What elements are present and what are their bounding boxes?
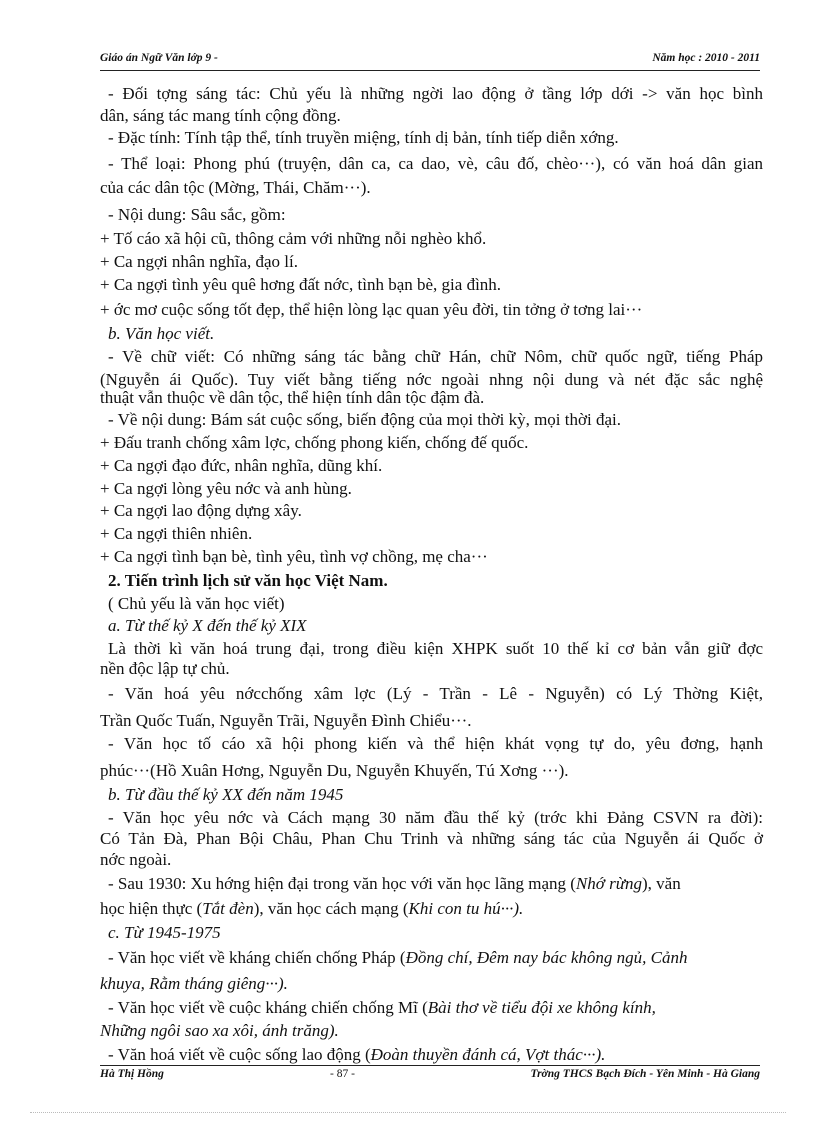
text-line: + Tố cáo xã hội cũ, thông cảm với những nỗi nghèo khổ. [100,229,487,248]
text-line: Những ngôi sao xa xôi, ánh trăng). [100,1021,339,1040]
page-bottom-edge [30,1112,786,1113]
text-line: của các dân tộc (Mờng, Thái, Chăm···). [100,178,371,197]
text-span: ), văn học cách mạng ( [253,899,409,918]
text-span: ), văn [641,874,681,893]
footer-school: Trờng THCS Bạch Đích - Yên Minh - Hà Giang [530,1068,760,1080]
text-line: + Ca ngợi thiên nhiên. [100,524,253,543]
page-footer [100,1068,760,1086]
work-title: Tắt đèn [202,899,254,918]
text-line: + ớc mơ cuộc sống tốt đẹp, thể hiện lòng lạc quan yêu đời, tin tởng ở tơng lai··· [100,300,643,319]
text-line: + Ca ngợi đạo đức, nhân nghĩa, dũng khí. [100,456,383,475]
header-divider [100,70,760,71]
text-line [100,997,763,1019]
text-line [100,873,763,895]
section-heading: b. Từ đầu thế kỷ XX đến năm 1945 [108,785,344,804]
text-line: + Ca ngợi lao động dựng xây. [100,501,302,520]
section-heading: b. Văn học viết. [108,324,215,343]
text-line: - Nội dung: Sâu sắc, gồm: [108,205,286,224]
header-right: Năm học : 2010 - 2011 [652,52,760,64]
footer-author: Hà Thị Hồng [100,1068,164,1080]
section-heading: a. Từ thế kỷ X đến thế kỷ XIX [108,616,307,635]
text-line: - Về chữ viết: Có những sáng tác bằng chữ Hán, chữ Nôm, chữ quốc ngữ, tiếng Pháp [108,347,763,366]
text-line: - Đối tợng sáng tác: Chủ yếu là những ngời lao động ở tầng lớp dới -> văn học bình [108,84,763,103]
text-span: - Văn hoá viết về cuộc sống lao động ( [108,1045,371,1064]
text-line: - Văn học tố cáo xã hội phong kiến và thể hiện khát vọng tự do, yêu đơng, hạnh [108,734,763,753]
work-title: Đoàn thuyền đánh cá, Vợt thác···). [370,1045,606,1064]
work-title: Nhớ rừng [575,874,642,893]
text-line: + Đấu tranh chống xâm lợc, chống phong kiến, chống đế quốc. [100,433,529,452]
text-line: - Đặc tính: Tính tập thể, tính truyền miệng, tính dị bản, tính tiếp diễn xớng. [108,128,619,147]
text-span: - Văn học viết về kháng chiến chống Pháp ( [108,948,406,967]
page-number: - 87 - [330,1068,355,1080]
text-line: ( Chủ yếu là văn học viết) [108,594,285,613]
text-line: - Về nội dung: Bám sát cuộc sống, biến động của mọi thời kỳ, mọi thời đại. [108,410,621,429]
text-line [100,947,763,969]
work-title: Khi con tu hú···). [408,899,524,918]
footer-divider [100,1065,760,1066]
text-line: nền độc lập tự chủ. [100,659,230,678]
text-line [100,898,763,920]
text-line: Trần Quốc Tuấn, Nguyễn Trãi, Nguyễn Đình Chiểu···. [100,711,472,730]
text-span: - Văn học viết về cuộc kháng chiến chống Mĩ ( [108,998,428,1017]
text-line: - Văn học yêu nớc và Cách mạng 30 năm đầu thế kỷ (trớc khi Đảng CSVN ra đời): [108,808,763,827]
text-line: (Nguyễn ái Quốc). Tuy viết bằng tiếng nớc ngoài nhng nội dung và nét đặc sắc nghệ [100,370,763,389]
text-line: + Ca ngợi nhân nghĩa, đạo lí. [100,252,298,271]
header-left: Giáo án Ngữ Văn lớp 9 - [100,52,218,64]
text-line: dân, sáng tác mang tính cộng đồng. [100,106,341,125]
text-line: Có Tản Đà, Phan Bội Châu, Phan Chu Trinh và những sáng tác của Nguyễn ái Quốc ở [100,829,763,848]
text-line: khuya, Rằm tháng giêng···). [100,974,288,993]
text-line: nớc ngoài. [100,850,172,869]
text-line: Là thời kì văn hoá trung đại, trong điều kiện XHPK suốt 10 thế kỉ cơ bản vẫn giữ đợc [108,639,763,658]
work-title: Đồng chí, Đêm nay bác không ngủ, Cảnh [405,948,688,967]
text-line: + Ca ngợi lòng yêu nớc và anh hùng. [100,479,352,498]
page-header [100,52,760,70]
text-line: phúc···(Hồ Xuân Hơng, Nguyễn Du, Nguyễn Khuyến, Tú Xơng ···). [100,761,569,780]
section-heading: c. Từ 1945-1975 [108,923,221,942]
text-span: học hiện thực ( [100,899,203,918]
text-line: - Văn hoá yêu nớcchống xâm lợc (Lý - Trần - Lê - Nguyễn) có Lý Thờng Kiệt, [108,684,763,703]
text-line: - Thể loại: Phong phú (truyện, dân ca, ca dao, vè, câu đố, chèo···), có văn hoá dân gian [108,154,763,173]
text-line: thuật vẫn thuộc về dân tộc, thể hiện tính dân tộc đậm đà. [100,388,485,407]
text-line: + Ca ngợi tình bạn bè, tình yêu, tình vợ chồng, mẹ cha··· [100,547,488,566]
work-title: Bài thơ về tiểu đội xe không kính, [427,998,656,1017]
text-line [100,1044,763,1066]
text-span: - Sau 1930: Xu hớng hiện đại trong văn học với văn học lãng mạng ( [108,874,576,893]
text-line: + Ca ngợi tình yêu quê hơng đất nớc, tình bạn bè, gia đình. [100,275,502,294]
section-heading: 2. Tiến trình lịch sử văn học Việt Nam. [108,571,388,590]
